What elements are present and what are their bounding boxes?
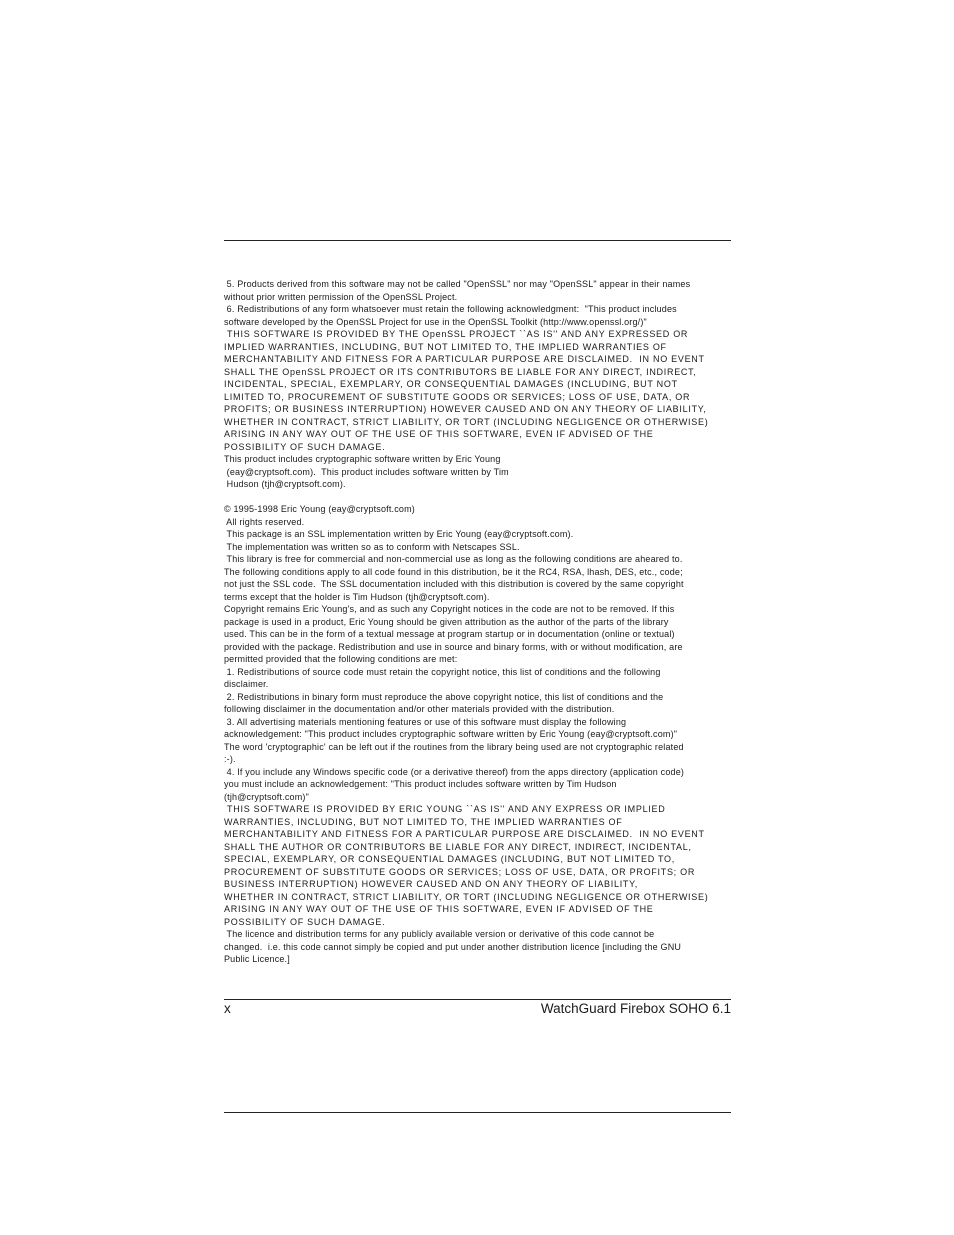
top-divider bbox=[224, 240, 731, 241]
page-footer bbox=[224, 1000, 731, 1018]
text-line: software developed by the OpenSSL Project for use in the OpenSSL Toolkit (http://www.openssl.org/)" bbox=[224, 316, 647, 327]
text-line: disclaimer. bbox=[224, 679, 269, 689]
text-line: INCIDENTAL, SPECIAL, EXEMPLARY, OR CONSEQUENTIAL DAMAGES (INCLUDING, BUT NOT bbox=[224, 379, 678, 389]
bottom-divider bbox=[224, 1112, 731, 1113]
text-line: (tjh@cryptsoft.com)" bbox=[224, 791, 309, 802]
text-line: not just the SSL code. The SSL documentation included with this distribution is covered by the same copyright bbox=[224, 579, 684, 589]
text-line: This library is free for commercial and non-commercial use as long as the following conditions are aheared to. bbox=[224, 554, 683, 564]
text-line: you must include an acknowledgement: "This product includes software written by Tim Hudson bbox=[224, 779, 617, 789]
text-line: 1. Redistributions of source code must retain the copyright notice, this list of conditions and the following bbox=[224, 666, 661, 677]
text-line: following disclaimer in the documentation and/or other materials provided with the distribution. bbox=[224, 704, 615, 714]
text-line: THIS SOFTWARE IS PROVIDED BY ERIC YOUNG ``AS IS'' AND ANY EXPRESS OR IMPLIED bbox=[224, 804, 666, 814]
text-line: changed. i.e. this code cannot simply be copied and put under another distribution licence [including the GNU bbox=[224, 941, 682, 952]
text-line: 5. Products derived from this software may not be called "OpenSSL" nor may "OpenSSL" appear in their names bbox=[224, 279, 691, 289]
text-line: package is used in a product, Eric Young should be given attribution as the author of the parts of the library bbox=[224, 616, 669, 627]
text-line: 6. Redistributions of any form whatsoever must retain the following acknowledgment: "This product includes bbox=[224, 304, 677, 314]
text-line: POSSIBILITY OF SUCH DAMAGE. bbox=[224, 441, 386, 452]
text-line: provided with the package. Redistribution and use in source and binary forms, with or without modification, are bbox=[224, 641, 683, 652]
text-line: SPECIAL, EXEMPLARY, OR CONSEQUENTIAL DAMAGES (INCLUDING, BUT NOT LIMITED TO, bbox=[224, 854, 675, 864]
text-line: terms except that the holder is Tim Hudson (tjh@cryptsoft.com). bbox=[224, 591, 490, 602]
text-line: SHALL THE AUTHOR OR CONTRIBUTORS BE LIABLE FOR ANY DIRECT, INDIRECT, INCIDENTAL, bbox=[224, 841, 692, 852]
text-line: :-). bbox=[224, 754, 236, 764]
text-line: The implementation was written so as to conform with Netscapes SSL. bbox=[224, 541, 520, 552]
text-line: used. This can be in the form of a textual message at program startup or in documentation (online or textual) bbox=[224, 629, 675, 639]
text-line: (eay@cryptsoft.com). This product includes software written by Tim bbox=[224, 466, 509, 477]
text-line: Hudson (tjh@cryptsoft.com). bbox=[224, 479, 346, 489]
document-title: WatchGuard Firebox SOHO 6.1 bbox=[540, 1001, 731, 1016]
text-line: MERCHANTABILITY AND FITNESS FOR A PARTICULAR PURPOSE ARE DISCLAIMED. IN NO EVENT bbox=[224, 354, 705, 364]
text-line: This package is an SSL implementation written by Eric Young (eay@cryptsoft.com). bbox=[224, 529, 574, 539]
text-line: PROCUREMENT OF SUBSTITUTE GOODS OR SERVICES; LOSS OF USE, DATA, OR PROFITS; OR bbox=[224, 866, 696, 877]
license-text bbox=[224, 278, 731, 966]
blank-line bbox=[224, 491, 731, 504]
text-line: The licence and distribution terms for any publicly available version or derivative of this code cannot be bbox=[224, 929, 655, 939]
text-line: WARRANTIES, INCLUDING, BUT NOT LIMITED TO, THE IMPLIED WARRANTIES OF bbox=[224, 816, 623, 827]
text-line: permitted provided that the following conditions are met: bbox=[224, 654, 458, 664]
text-line: Copyright remains Eric Young's, and as such any Copyright notices in the code are not to be removed. If this bbox=[224, 604, 675, 614]
text-line: 2. Redistributions in binary form must reproduce the above copyright notice, this list of conditions and the bbox=[224, 691, 664, 702]
text-line: MERCHANTABILITY AND FITNESS FOR A PARTICULAR PURPOSE ARE DISCLAIMED. IN NO EVENT bbox=[224, 829, 705, 839]
page-number: x bbox=[224, 1001, 231, 1016]
text-line: 3. All advertising materials mentioning features or use of this software must display the following bbox=[224, 716, 627, 727]
text-line: © 1995-1998 Eric Young (eay@cryptsoft.com) bbox=[224, 504, 415, 514]
text-line: PROFITS; OR BUSINESS INTERRUPTION) HOWEVER CAUSED AND ON ANY THEORY OF LIABILITY, bbox=[224, 404, 707, 414]
text-line: The word 'cryptographic' can be left out if the routines from the library being used are not cryptographic related bbox=[224, 741, 684, 752]
text-line: Public Licence.] bbox=[224, 954, 290, 964]
text-line: IMPLIED WARRANTIES, INCLUDING, BUT NOT LIMITED TO, THE IMPLIED WARRANTIES OF bbox=[224, 341, 667, 352]
text-line: ARISING IN ANY WAY OUT OF THE USE OF THIS SOFTWARE, EVEN IF ADVISED OF THE bbox=[224, 429, 654, 439]
text-line: This product includes cryptographic software written by Eric Young bbox=[224, 454, 501, 464]
text-line: SHALL THE OpenSSL PROJECT OR ITS CONTRIBUTORS BE LIABLE FOR ANY DIRECT, INDIRECT, bbox=[224, 366, 697, 377]
text-line: BUSINESS INTERRUPTION) HOWEVER CAUSED AND ON ANY THEORY OF LIABILITY, bbox=[224, 879, 638, 889]
text-line: ARISING IN ANY WAY OUT OF THE USE OF THIS SOFTWARE, EVEN IF ADVISED OF THE bbox=[224, 904, 654, 914]
text-line: without prior written permission of the OpenSSL Project. bbox=[224, 291, 458, 302]
text-line: THIS SOFTWARE IS PROVIDED BY THE OpenSSL PROJECT ``AS IS'' AND ANY EXPRESSED OR bbox=[224, 329, 689, 339]
text-line: WHETHER IN CONTRACT, STRICT LIABILITY, OR TORT (INCLUDING NEGLIGENCE OR OTHERWISE) bbox=[224, 891, 709, 902]
text-line: POSSIBILITY OF SUCH DAMAGE. bbox=[224, 916, 386, 927]
text-line: 4. If you include any Windows specific code (or a derivative thereof) from the apps directory (application code) bbox=[224, 766, 685, 777]
text-line: acknowledgement: "This product includes cryptographic software written by Eric Young (eay@cryptsoft.com)" bbox=[224, 729, 678, 739]
text-line: WHETHER IN CONTRACT, STRICT LIABILITY, OR TORT (INCLUDING NEGLIGENCE OR OTHERWISE) bbox=[224, 416, 709, 427]
text-line: LIMITED TO, PROCUREMENT OF SUBSTITUTE GOODS OR SERVICES; LOSS OF USE, DATA, OR bbox=[224, 391, 691, 402]
text-line: All rights reserved. bbox=[224, 516, 305, 527]
text-line: The following conditions apply to all code found in this distribution, be it the RC4, RSA, lhash, DES, etc., code; bbox=[224, 566, 683, 577]
